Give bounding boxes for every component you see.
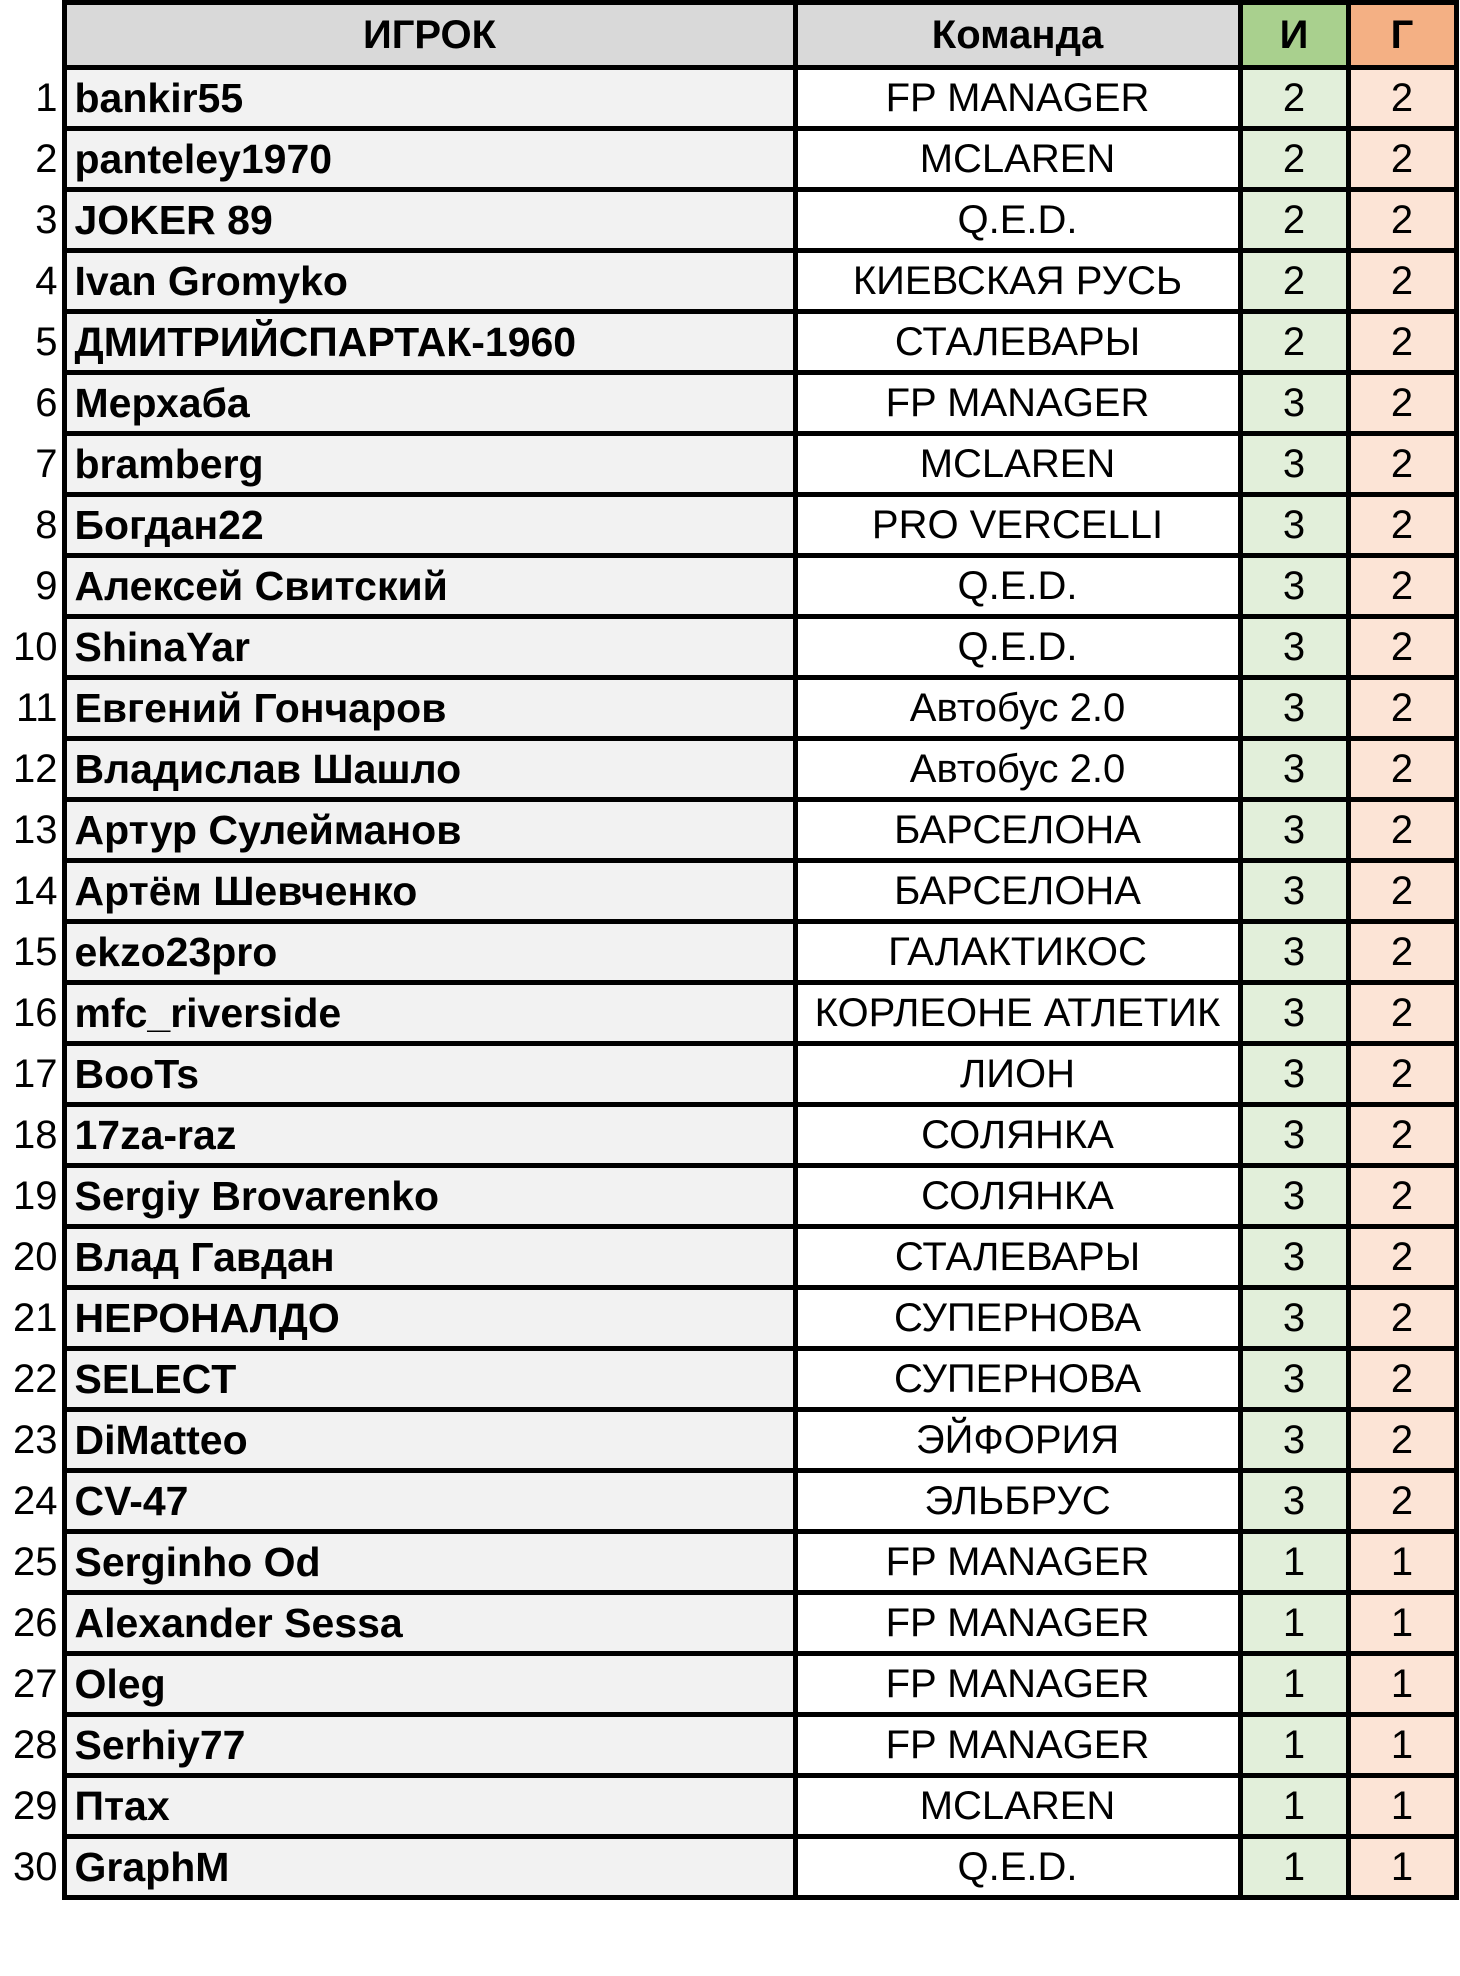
table-row — [0, 190, 1456, 251]
i-value-cell[interactable]: 3 — [1240, 922, 1348, 983]
team-name-cell[interactable]: FP MANAGER — [795, 1532, 1240, 1593]
row-number[interactable]: 21 — [0, 1288, 64, 1349]
row-number[interactable]: 16 — [0, 983, 64, 1044]
i-value-cell[interactable]: 1 — [1240, 1837, 1348, 1898]
team-name-cell[interactable]: СУПЕРНОВА — [795, 1349, 1240, 1410]
player-name-cell[interactable]: Serginho Od — [64, 1532, 795, 1593]
row-number[interactable]: 20 — [0, 1227, 64, 1288]
row-number[interactable]: 10 — [0, 617, 64, 678]
player-name-cell[interactable]: ShinaYar — [64, 617, 795, 678]
i-value-cell[interactable]: 2 — [1240, 251, 1348, 312]
g-value-cell[interactable]: 2 — [1348, 434, 1456, 495]
table-row — [0, 861, 1456, 922]
i-value-cell[interactable]: 1 — [1240, 1776, 1348, 1837]
player-name-cell[interactable]: panteley1970 — [64, 129, 795, 190]
row-number[interactable]: 18 — [0, 1105, 64, 1166]
g-value-cell[interactable]: 2 — [1348, 556, 1456, 617]
team-name-cell[interactable]: Q.E.D. — [795, 556, 1240, 617]
i-value-cell[interactable]: 3 — [1240, 983, 1348, 1044]
row-number[interactable]: 9 — [0, 556, 64, 617]
player-name-cell[interactable]: Oleg — [64, 1654, 795, 1715]
row-number[interactable]: 30 — [0, 1837, 64, 1898]
g-value-cell[interactable]: 2 — [1348, 983, 1456, 1044]
row-number[interactable]: 4 — [0, 251, 64, 312]
table-row — [0, 1837, 1456, 1898]
team-name-cell[interactable]: MCLAREN — [795, 129, 1240, 190]
table-row — [0, 1654, 1456, 1715]
player-name-cell[interactable]: Богдан22 — [64, 495, 795, 556]
row-number[interactable]: 28 — [0, 1715, 64, 1776]
player-name-cell[interactable]: bramberg — [64, 434, 795, 495]
i-value-cell[interactable]: 3 — [1240, 495, 1348, 556]
g-value-cell[interactable]: 2 — [1348, 1349, 1456, 1410]
table-row — [0, 312, 1456, 373]
player-name-cell[interactable]: НЕРОНАЛДО — [64, 1288, 795, 1349]
i-value-cell[interactable]: 2 — [1240, 190, 1348, 251]
team-name-cell[interactable]: КОРЛЕОНЕ АТЛЕТИК — [795, 983, 1240, 1044]
team-name-cell[interactable]: СУПЕРНОВА — [795, 1288, 1240, 1349]
table-row — [0, 678, 1456, 739]
g-value-cell[interactable]: 2 — [1348, 739, 1456, 800]
table-row — [0, 68, 1456, 129]
g-value-cell[interactable]: 2 — [1348, 251, 1456, 312]
i-value-cell[interactable]: 1 — [1240, 1654, 1348, 1715]
team-name-cell[interactable]: СТАЛЕВАРЫ — [795, 312, 1240, 373]
table-row — [0, 1532, 1456, 1593]
i-value-cell[interactable]: 3 — [1240, 1227, 1348, 1288]
i-value-cell[interactable]: 3 — [1240, 678, 1348, 739]
g-value-cell[interactable]: 2 — [1348, 617, 1456, 678]
team-name-cell[interactable]: ЭЛЬБРУС — [795, 1471, 1240, 1532]
row-number[interactable]: 24 — [0, 1471, 64, 1532]
team-name-cell[interactable]: СТАЛЕВАРЫ — [795, 1227, 1240, 1288]
i-value-cell[interactable]: 3 — [1240, 1288, 1348, 1349]
g-value-cell[interactable]: 2 — [1348, 495, 1456, 556]
table-row — [0, 617, 1456, 678]
i-value-cell[interactable]: 1 — [1240, 1715, 1348, 1776]
g-value-cell[interactable]: 1 — [1348, 1654, 1456, 1715]
g-value-cell[interactable]: 2 — [1348, 129, 1456, 190]
player-column-header: ИГРОК — [64, 3, 795, 68]
table-row — [0, 739, 1456, 800]
team-name-cell[interactable]: Автобус 2.0 — [795, 678, 1240, 739]
player-name-cell[interactable]: Евгений Гончаров — [64, 678, 795, 739]
table-row — [0, 495, 1456, 556]
player-name-cell[interactable]: DiMatteo — [64, 1410, 795, 1471]
row-number[interactable]: 19 — [0, 1166, 64, 1227]
g-value-cell[interactable]: 2 — [1348, 373, 1456, 434]
table-row — [0, 922, 1456, 983]
i-value-cell[interactable]: 3 — [1240, 1471, 1348, 1532]
row-number[interactable]: 22 — [0, 1349, 64, 1410]
row-number[interactable]: 25 — [0, 1532, 64, 1593]
player-name-cell[interactable]: 17za-raz — [64, 1105, 795, 1166]
i-value-cell[interactable]: 2 — [1240, 129, 1348, 190]
table-row — [0, 800, 1456, 861]
i-value-cell[interactable]: 1 — [1240, 1532, 1348, 1593]
g-value-cell[interactable]: 2 — [1348, 1471, 1456, 1532]
i-column-header: И — [1240, 3, 1348, 68]
player-name-cell[interactable]: Ivan Gromyko — [64, 251, 795, 312]
i-value-cell[interactable]: 3 — [1240, 1410, 1348, 1471]
g-column-header: Г — [1348, 3, 1456, 68]
g-value-cell[interactable]: 2 — [1348, 861, 1456, 922]
i-value-cell[interactable]: 3 — [1240, 739, 1348, 800]
team-name-cell[interactable]: FP MANAGER — [795, 1715, 1240, 1776]
row-number[interactable]: 5 — [0, 312, 64, 373]
g-value-cell[interactable]: 1 — [1348, 1837, 1456, 1898]
table-row — [0, 1288, 1456, 1349]
table-row — [0, 983, 1456, 1044]
player-name-cell[interactable]: GraphM — [64, 1837, 795, 1898]
player-name-cell[interactable]: Владислав Шашло — [64, 739, 795, 800]
g-value-cell[interactable]: 2 — [1348, 678, 1456, 739]
player-name-cell[interactable]: bankir55 — [64, 68, 795, 129]
table-row — [0, 1410, 1456, 1471]
row-number[interactable]: 13 — [0, 800, 64, 861]
player-name-cell[interactable]: Артур Сулейманов — [64, 800, 795, 861]
g-value-cell[interactable]: 2 — [1348, 922, 1456, 983]
player-name-cell[interactable]: Alexander Sessa — [64, 1593, 795, 1654]
i-value-cell[interactable]: 2 — [1240, 68, 1348, 129]
row-number[interactable]: 1 — [0, 68, 64, 129]
team-name-cell[interactable]: MCLAREN — [795, 1776, 1240, 1837]
player-name-cell[interactable]: Птах — [64, 1776, 795, 1837]
table-row — [0, 1715, 1456, 1776]
i-value-cell[interactable]: 3 — [1240, 434, 1348, 495]
table-row — [0, 1227, 1456, 1288]
g-value-cell[interactable]: 2 — [1348, 190, 1456, 251]
i-value-cell[interactable]: 2 — [1240, 312, 1348, 373]
row-number[interactable]: 8 — [0, 495, 64, 556]
table-row — [0, 1349, 1456, 1410]
i-value-cell[interactable]: 3 — [1240, 556, 1348, 617]
i-value-cell[interactable]: 3 — [1240, 373, 1348, 434]
table-row — [0, 251, 1456, 312]
row-number[interactable]: 6 — [0, 373, 64, 434]
row-number[interactable]: 14 — [0, 861, 64, 922]
g-value-cell[interactable]: 1 — [1348, 1593, 1456, 1654]
team-name-cell[interactable]: FP MANAGER — [795, 68, 1240, 129]
row-number[interactable]: 29 — [0, 1776, 64, 1837]
player-name-cell[interactable]: mfc_riverside — [64, 983, 795, 1044]
row-number-header — [0, 3, 64, 68]
player-name-cell[interactable]: BooTs — [64, 1044, 795, 1105]
players-table-body — [0, 3, 1456, 1898]
table-row — [0, 1166, 1456, 1227]
team-name-cell[interactable]: FP MANAGER — [795, 1593, 1240, 1654]
row-number[interactable]: 7 — [0, 434, 64, 495]
player-name-cell[interactable]: Влад Гавдан — [64, 1227, 795, 1288]
i-value-cell[interactable]: 3 — [1240, 1105, 1348, 1166]
team-name-cell[interactable]: ГАЛАКТИКОС — [795, 922, 1240, 983]
table-row — [0, 1105, 1456, 1166]
team-column-header: Команда — [795, 3, 1240, 68]
i-value-cell[interactable]: 1 — [1240, 1593, 1348, 1654]
team-name-cell[interactable]: ЛИОН — [795, 1044, 1240, 1105]
team-name-cell[interactable]: FP MANAGER — [795, 373, 1240, 434]
player-name-cell[interactable]: CV-47 — [64, 1471, 795, 1532]
g-value-cell[interactable]: 2 — [1348, 800, 1456, 861]
table-row — [0, 1044, 1456, 1105]
team-name-cell[interactable]: Автобус 2.0 — [795, 739, 1240, 800]
team-name-cell[interactable]: FP MANAGER — [795, 1654, 1240, 1715]
row-number[interactable]: 3 — [0, 190, 64, 251]
i-value-cell[interactable]: 3 — [1240, 1044, 1348, 1105]
row-number[interactable]: 2 — [0, 129, 64, 190]
row-number[interactable]: 17 — [0, 1044, 64, 1105]
player-name-cell[interactable]: Артём Шевченко — [64, 861, 795, 922]
i-value-cell[interactable]: 3 — [1240, 1166, 1348, 1227]
team-name-cell[interactable]: ЭЙФОРИЯ — [795, 1410, 1240, 1471]
g-value-cell[interactable]: 2 — [1348, 1227, 1456, 1288]
row-number[interactable]: 12 — [0, 739, 64, 800]
team-name-cell[interactable]: PRO VERCELLI — [795, 495, 1240, 556]
team-name-cell[interactable]: Q.E.D. — [795, 617, 1240, 678]
header-row — [0, 3, 1456, 68]
i-value-cell[interactable]: 3 — [1240, 1349, 1348, 1410]
player-name-cell[interactable]: SELECT — [64, 1349, 795, 1410]
i-value-cell[interactable]: 3 — [1240, 861, 1348, 922]
g-value-cell[interactable]: 1 — [1348, 1532, 1456, 1593]
row-number[interactable]: 15 — [0, 922, 64, 983]
player-name-cell[interactable]: JOKER 89 — [64, 190, 795, 251]
g-value-cell[interactable]: 2 — [1348, 1044, 1456, 1105]
table-row — [0, 1471, 1456, 1532]
g-value-cell[interactable]: 2 — [1348, 1288, 1456, 1349]
g-value-cell[interactable]: 2 — [1348, 68, 1456, 129]
row-number[interactable]: 11 — [0, 678, 64, 739]
table-row — [0, 129, 1456, 190]
row-number[interactable]: 26 — [0, 1593, 64, 1654]
i-value-cell[interactable]: 3 — [1240, 800, 1348, 861]
g-value-cell[interactable]: 2 — [1348, 1166, 1456, 1227]
team-name-cell[interactable]: БАРСЕЛОНА — [795, 861, 1240, 922]
team-name-cell[interactable]: БАРСЕЛОНА — [795, 800, 1240, 861]
team-name-cell[interactable]: СОЛЯНКА — [795, 1105, 1240, 1166]
team-name-cell[interactable]: Q.E.D. — [795, 190, 1240, 251]
player-name-cell[interactable]: Serhiy77 — [64, 1715, 795, 1776]
g-value-cell[interactable]: 2 — [1348, 312, 1456, 373]
i-value-cell[interactable]: 3 — [1240, 617, 1348, 678]
g-value-cell[interactable]: 2 — [1348, 1410, 1456, 1471]
team-name-cell[interactable]: СОЛЯНКА — [795, 1166, 1240, 1227]
table-row — [0, 1776, 1456, 1837]
player-name-cell[interactable]: ekzo23pro — [64, 922, 795, 983]
team-name-cell[interactable]: КИЕВСКАЯ РУСЬ — [795, 251, 1240, 312]
player-name-cell[interactable]: Алексей Свитский — [64, 556, 795, 617]
row-number[interactable]: 27 — [0, 1654, 64, 1715]
team-name-cell[interactable]: MCLAREN — [795, 434, 1240, 495]
table-row — [0, 373, 1456, 434]
table-row — [0, 1593, 1456, 1654]
table-row — [0, 434, 1456, 495]
g-value-cell[interactable]: 1 — [1348, 1715, 1456, 1776]
table-row — [0, 556, 1456, 617]
player-name-cell[interactable]: Sergiy Brovarenko — [64, 1166, 795, 1227]
row-number[interactable]: 23 — [0, 1410, 64, 1471]
g-value-cell[interactable]: 1 — [1348, 1776, 1456, 1837]
g-value-cell[interactable]: 2 — [1348, 1105, 1456, 1166]
team-name-cell[interactable]: Q.E.D. — [795, 1837, 1240, 1898]
player-name-cell[interactable]: Мерхаба — [64, 373, 795, 434]
player-name-cell[interactable]: ДМИТРИЙСПАРТАК-1960 — [64, 312, 795, 373]
